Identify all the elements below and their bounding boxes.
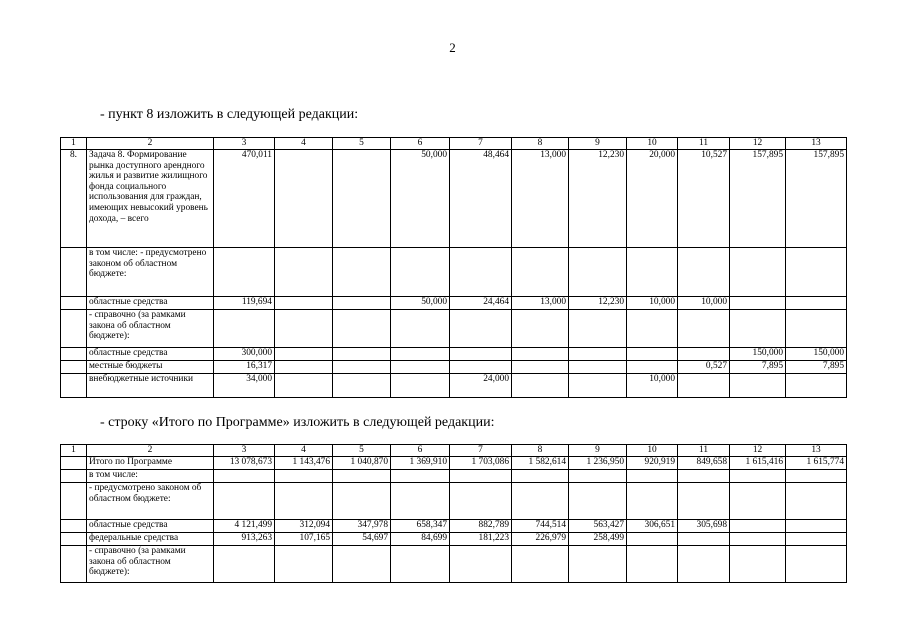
value-cell: 1 615,774 (786, 457, 847, 470)
value-cell (569, 483, 627, 520)
value-cell (678, 533, 730, 546)
table-row (61, 310, 847, 348)
value-cell: 300,000 (214, 348, 275, 361)
value-cell (730, 248, 786, 297)
value-cell: 4 121,499 (214, 520, 275, 533)
value-cell (678, 546, 730, 583)
value-cell: 744,514 (512, 520, 569, 533)
column-number: 5 (333, 138, 391, 150)
value-cell (678, 248, 730, 297)
value-cell (391, 470, 450, 483)
value-cell (730, 546, 786, 583)
value-cell (786, 248, 847, 297)
row-number-cell (61, 248, 87, 297)
row-label-cell: внебюджетные источники (87, 374, 214, 398)
row-label-cell: - справочно (за рамками закона об областном бюджете): (87, 310, 214, 348)
value-cell: 181,223 (450, 533, 512, 546)
value-cell (730, 533, 786, 546)
row-number-cell (61, 348, 87, 361)
row-label-cell: областные средства (87, 297, 214, 310)
row-label-cell: областные средства (87, 348, 214, 361)
value-cell: 84,699 (391, 533, 450, 546)
value-cell (786, 470, 847, 483)
table-row (61, 457, 847, 470)
value-cell (786, 297, 847, 310)
column-number: 1 (61, 138, 87, 150)
row-number-cell (61, 374, 87, 398)
value-cell (512, 546, 569, 583)
table-row (61, 546, 847, 583)
value-cell (627, 533, 678, 546)
value-cell (678, 483, 730, 520)
row-label-cell: федеральные средства (87, 533, 214, 546)
table-row (61, 297, 847, 310)
value-cell (450, 361, 512, 374)
column-number: 4 (275, 445, 333, 457)
value-cell (627, 348, 678, 361)
value-cell (391, 361, 450, 374)
value-cell (678, 470, 730, 483)
value-cell (569, 310, 627, 348)
value-cell: 157,895 (730, 150, 786, 248)
value-cell: 13,000 (512, 150, 569, 248)
value-cell (627, 483, 678, 520)
row-label-cell: - предусмотрено законом об областном бюджете: (87, 483, 214, 520)
column-number: 9 (569, 138, 627, 150)
value-cell: 10,527 (678, 150, 730, 248)
column-number: 6 (391, 138, 450, 150)
value-cell: 24,000 (450, 374, 512, 398)
value-cell (730, 297, 786, 310)
value-cell (627, 248, 678, 297)
column-number: 9 (569, 445, 627, 457)
value-cell (730, 310, 786, 348)
column-number: 5 (333, 445, 391, 457)
value-cell: 157,895 (786, 150, 847, 248)
row-label-cell: областные средства (87, 520, 214, 533)
value-cell (275, 374, 333, 398)
value-cell (512, 248, 569, 297)
value-cell: 107,165 (275, 533, 333, 546)
value-cell: 10,000 (627, 297, 678, 310)
column-number: 11 (678, 445, 730, 457)
value-cell (569, 470, 627, 483)
column-number: 3 (214, 138, 275, 150)
value-cell (786, 533, 847, 546)
column-number: 6 (391, 445, 450, 457)
row-number-cell (61, 483, 87, 520)
value-cell (627, 546, 678, 583)
value-cell: 1 236,950 (569, 457, 627, 470)
value-cell: 7,895 (730, 361, 786, 374)
column-number: 11 (678, 138, 730, 150)
value-cell (275, 150, 333, 248)
instruction-item-8: - пункт 8 изложить в следующей редакции: (100, 107, 359, 122)
value-cell (275, 483, 333, 520)
value-cell (214, 546, 275, 583)
value-cell: 849,658 (678, 457, 730, 470)
value-cell (333, 310, 391, 348)
value-cell: 50,000 (391, 297, 450, 310)
value-cell: 305,698 (678, 520, 730, 533)
value-cell: 1 582,614 (512, 457, 569, 470)
value-cell (275, 297, 333, 310)
value-cell (333, 483, 391, 520)
column-number: 13 (786, 445, 847, 457)
instruction-program-total: - строку «Итого по Программе» изложить в следующей редакции: (100, 415, 495, 430)
row-label-cell: Задача 8. Формирование рынка доступного арендного жилья и развитие жилищного фонда социального использования для граждан, имеющих невысокий уровень дохода, – всего (87, 150, 214, 248)
table-row (61, 483, 847, 520)
value-cell (786, 520, 847, 533)
value-cell: 20,000 (627, 150, 678, 248)
table-row (61, 248, 847, 297)
value-cell (512, 374, 569, 398)
value-cell (275, 348, 333, 361)
column-number: 2 (87, 138, 214, 150)
value-cell (678, 310, 730, 348)
value-cell (333, 546, 391, 583)
value-cell (512, 348, 569, 361)
row-label-cell: в том числе: - предусмотрено законом об областном бюджете: (87, 248, 214, 297)
row-number-cell (61, 533, 87, 546)
value-cell: 470,011 (214, 150, 275, 248)
value-cell: 1 615,416 (730, 457, 786, 470)
table-header-row (61, 138, 847, 150)
value-cell (627, 310, 678, 348)
value-cell (786, 310, 847, 348)
column-number: 4 (275, 138, 333, 150)
value-cell (450, 546, 512, 583)
table-row (61, 348, 847, 361)
value-cell: 10,000 (678, 297, 730, 310)
value-cell: 258,499 (569, 533, 627, 546)
value-cell (391, 248, 450, 297)
table-item-8 (60, 137, 847, 398)
value-cell (569, 546, 627, 583)
value-cell (627, 361, 678, 374)
row-number-cell (61, 546, 87, 583)
value-cell (450, 483, 512, 520)
value-cell (275, 248, 333, 297)
value-cell (214, 483, 275, 520)
value-cell (450, 470, 512, 483)
value-cell (569, 348, 627, 361)
value-cell (275, 310, 333, 348)
value-cell (730, 470, 786, 483)
value-cell: 50,000 (391, 150, 450, 248)
row-label-cell: местные бюджеты (87, 361, 214, 374)
row-label-cell: в том числе: (87, 470, 214, 483)
value-cell: 0,527 (678, 361, 730, 374)
value-cell: 658,347 (391, 520, 450, 533)
value-cell (333, 470, 391, 483)
value-cell (391, 483, 450, 520)
column-number: 13 (786, 138, 847, 150)
value-cell (214, 470, 275, 483)
row-number-cell (61, 310, 87, 348)
value-cell: 150,000 (786, 348, 847, 361)
value-cell (512, 310, 569, 348)
value-cell (450, 248, 512, 297)
value-cell (786, 483, 847, 520)
column-number: 8 (512, 138, 569, 150)
row-number-cell (61, 457, 87, 470)
value-cell (333, 150, 391, 248)
value-cell: 1 369,910 (391, 457, 450, 470)
value-cell (333, 248, 391, 297)
column-number: 7 (450, 445, 512, 457)
table-program-total (60, 444, 847, 583)
row-number-cell: 8. (61, 150, 87, 248)
table-row (61, 361, 847, 374)
value-cell: 12,230 (569, 150, 627, 248)
value-cell (627, 470, 678, 483)
column-number: 10 (627, 445, 678, 457)
value-cell: 563,427 (569, 520, 627, 533)
value-cell (450, 348, 512, 361)
value-cell (214, 310, 275, 348)
table-row (61, 520, 847, 533)
row-number-cell (61, 520, 87, 533)
value-cell: 13 078,673 (214, 457, 275, 470)
value-cell: 34,000 (214, 374, 275, 398)
row-label-cell: Итого по Программе (87, 457, 214, 470)
page-number: 2 (449, 40, 456, 55)
table-row (61, 533, 847, 546)
row-number-cell (61, 470, 87, 483)
value-cell: 1 143,476 (275, 457, 333, 470)
value-cell (333, 361, 391, 374)
value-cell (391, 374, 450, 398)
row-number-cell (61, 361, 87, 374)
value-cell (214, 248, 275, 297)
value-cell (678, 374, 730, 398)
value-cell (512, 470, 569, 483)
value-cell: 312,094 (275, 520, 333, 533)
row-number-cell (61, 297, 87, 310)
value-cell (786, 546, 847, 583)
table-header-row (61, 445, 847, 457)
value-cell (391, 348, 450, 361)
value-cell: 913,263 (214, 533, 275, 546)
value-cell (730, 483, 786, 520)
value-cell (275, 361, 333, 374)
value-cell (512, 361, 569, 374)
value-cell: 1 040,870 (333, 457, 391, 470)
column-number: 12 (730, 445, 786, 457)
value-cell (730, 374, 786, 398)
value-cell: 226,979 (512, 533, 569, 546)
value-cell: 920,919 (627, 457, 678, 470)
value-cell: 24,464 (450, 297, 512, 310)
value-cell (275, 470, 333, 483)
column-number: 7 (450, 138, 512, 150)
column-number: 2 (87, 445, 214, 457)
value-cell (678, 348, 730, 361)
value-cell: 54,697 (333, 533, 391, 546)
value-cell: 12,230 (569, 297, 627, 310)
value-cell (275, 546, 333, 583)
table-row (61, 150, 847, 248)
value-cell (569, 248, 627, 297)
value-cell: 48,464 (450, 150, 512, 248)
value-cell (391, 546, 450, 583)
value-cell: 13,000 (512, 297, 569, 310)
value-cell: 347,978 (333, 520, 391, 533)
table-row (61, 470, 847, 483)
value-cell (512, 483, 569, 520)
row-label-cell: - справочно (за рамками закона об областном бюджете): (87, 546, 214, 583)
value-cell: 150,000 (730, 348, 786, 361)
value-cell (333, 374, 391, 398)
value-cell (450, 310, 512, 348)
value-cell: 1 703,086 (450, 457, 512, 470)
column-number: 3 (214, 445, 275, 457)
column-number: 1 (61, 445, 87, 457)
value-cell (569, 361, 627, 374)
value-cell (333, 297, 391, 310)
value-cell: 16,317 (214, 361, 275, 374)
value-cell: 10,000 (627, 374, 678, 398)
value-cell (730, 520, 786, 533)
value-cell: 7,895 (786, 361, 847, 374)
value-cell: 119,694 (214, 297, 275, 310)
value-cell: 882,789 (450, 520, 512, 533)
column-number: 8 (512, 445, 569, 457)
value-cell (786, 374, 847, 398)
value-cell (333, 348, 391, 361)
value-cell: 306,651 (627, 520, 678, 533)
value-cell (391, 310, 450, 348)
column-number: 12 (730, 138, 786, 150)
value-cell (569, 374, 627, 398)
table-row (61, 374, 847, 398)
column-number: 10 (627, 138, 678, 150)
